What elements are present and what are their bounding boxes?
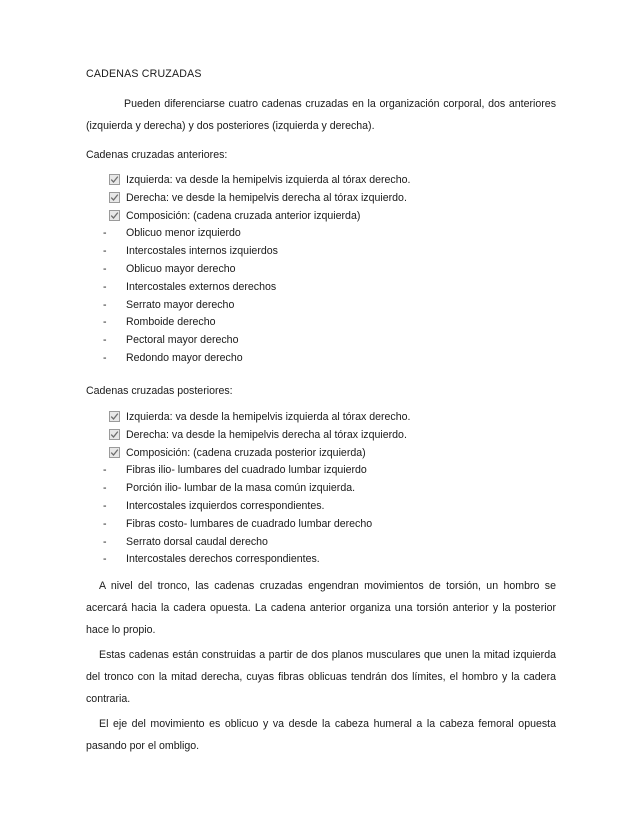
list-item bbox=[86, 534, 556, 552]
dash-bullet: - bbox=[103, 535, 107, 548]
list-item bbox=[86, 332, 556, 350]
document-title: CADENAS CRUZADAS bbox=[86, 68, 202, 80]
dash-bullet: - bbox=[103, 464, 107, 477]
list-item-text: Composición: (cadena cruzada posterior izquierda) bbox=[126, 446, 366, 459]
dash-bullet: - bbox=[103, 553, 107, 566]
list-item-text: Pectoral mayor derecho bbox=[126, 334, 239, 347]
dash-bullet: - bbox=[103, 316, 107, 329]
dash-bullet: - bbox=[103, 245, 107, 258]
list-item bbox=[86, 551, 556, 569]
list-item-text: Intercostales izquierdos correspondientes. bbox=[126, 499, 325, 512]
list-item bbox=[86, 190, 556, 208]
list-item bbox=[86, 314, 556, 332]
list-item bbox=[86, 498, 556, 516]
list-item bbox=[86, 516, 556, 534]
list-item-text: Composición: (cadena cruzada anterior izquierda) bbox=[126, 209, 361, 222]
checkbox-icon bbox=[109, 411, 120, 422]
checkbox-icon bbox=[109, 192, 120, 203]
list-item-text: Intercostales externos derechos bbox=[126, 280, 277, 293]
dash-bullet: - bbox=[103, 499, 107, 512]
posterior-list bbox=[86, 409, 556, 569]
list-item-text: Serrato mayor derecho bbox=[126, 298, 235, 311]
list-item bbox=[86, 445, 556, 463]
dash-bullet: - bbox=[103, 227, 107, 240]
list-item-text: Derecha: va desde la hemipelvis derecha al tórax izquierdo. bbox=[126, 428, 407, 441]
dash-bullet: - bbox=[103, 280, 107, 293]
list-item-text: Redondo mayor derecho bbox=[126, 351, 243, 364]
checkbox-icon bbox=[109, 447, 120, 458]
list-item bbox=[86, 409, 556, 427]
list-item-text: Romboide derecho bbox=[126, 316, 216, 329]
intro-paragraph: Pueden diferenciarse cuatro cadenas cruzadas en la organización corporal, dos anteriores (izquierda y derecha) y dos posteriores (izquierda y derecha). bbox=[86, 98, 556, 132]
list-item bbox=[86, 297, 556, 315]
list-item bbox=[86, 279, 556, 297]
list-item-text: Intercostales derechos correspondientes. bbox=[126, 553, 320, 566]
dash-bullet: - bbox=[103, 517, 107, 530]
dash-bullet: - bbox=[103, 334, 107, 347]
list-item-text: Derecha: ve desde la hemipelvis derecha al tórax izquierdo. bbox=[126, 191, 407, 204]
dash-bullet: - bbox=[103, 262, 107, 275]
dash-bullet: - bbox=[103, 298, 107, 311]
checkbox-icon bbox=[109, 210, 120, 221]
list-item bbox=[86, 350, 556, 368]
checkbox-icon bbox=[109, 174, 120, 185]
list-item bbox=[86, 225, 556, 243]
list-item bbox=[86, 480, 556, 498]
posterior-heading: Cadenas cruzadas posteriores: bbox=[86, 385, 233, 397]
dash-bullet: - bbox=[103, 351, 107, 364]
list-item bbox=[86, 243, 556, 261]
body-paragraph-axis: El eje del movimiento es oblicuo y va desde la cabeza humeral a la cabeza femoral opuesta pasando por el ombligo. bbox=[86, 718, 556, 752]
anterior-heading: Cadenas cruzadas anteriores: bbox=[86, 149, 228, 161]
list-item-text: Izquierda: va desde la hemipelvis izquierda al tórax derecho. bbox=[126, 174, 411, 186]
list-item bbox=[86, 462, 556, 480]
body-paragraph-planes: Estas cadenas están construidas a partir de dos planos musculares que unen la mitad izquierda del tronco con la mitad derecha, cuyas fibras oblicuas tendrán dos límites, el hombro y la cadera contraria. bbox=[86, 649, 556, 705]
anterior-list bbox=[86, 172, 556, 368]
list-item bbox=[86, 261, 556, 279]
list-item-text: Serrato dorsal caudal derecho bbox=[126, 535, 268, 548]
list-item bbox=[86, 208, 556, 226]
checkbox-icon bbox=[109, 429, 120, 440]
list-item-text: Izquierda: va desde la hemipelvis izquierda al tórax derecho. bbox=[126, 411, 411, 423]
list-item-text: Oblicuo menor izquierdo bbox=[126, 227, 241, 240]
list-item bbox=[86, 427, 556, 445]
body-paragraph-torsion: A nivel del tronco, las cadenas cruzadas engendran movimientos de torsión, un hombro se acercará hacia la cadera opuesta. La cadena anterior organiza una torsión anterior y la posterior hace lo propio. bbox=[86, 580, 556, 636]
list-item-text: Oblicuo mayor derecho bbox=[126, 262, 236, 275]
list-item-text: Intercostales internos izquierdos bbox=[126, 245, 278, 258]
dash-bullet: - bbox=[103, 482, 107, 495]
list-item bbox=[86, 172, 556, 190]
list-item-text: Fibras costo- lumbares de cuadrado lumbar derecho bbox=[126, 517, 373, 530]
list-item-text: Fibras ilio- lumbares del cuadrado lumbar izquierdo bbox=[126, 464, 367, 477]
list-item-text: Porción ilio- lumbar de la masa común izquierda. bbox=[126, 482, 356, 495]
